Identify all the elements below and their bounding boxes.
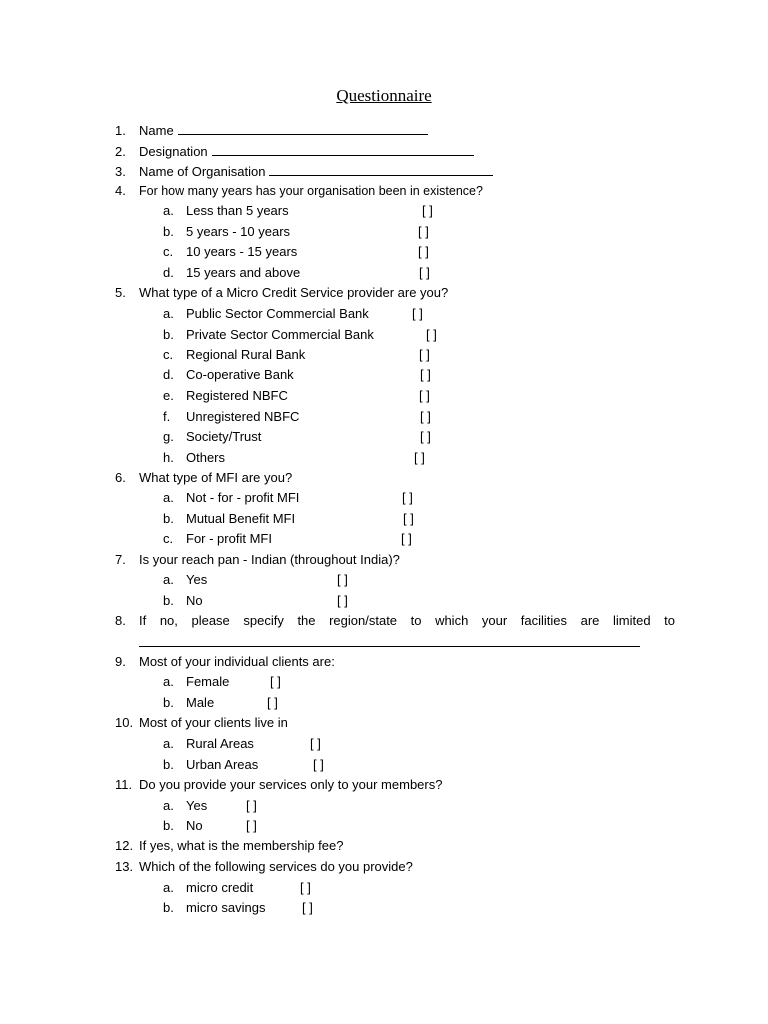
option-letter: b. [163,327,174,342]
option-text: Urban Areas [186,757,259,772]
question-number: 5. [115,285,126,300]
option-letter: a. [163,306,174,321]
option-text: Male [186,695,215,710]
checkbox[interactable]: [ ] [419,388,430,403]
checkbox[interactable]: [ ] [414,450,425,465]
checkbox[interactable]: [ ] [418,224,429,239]
option-letter: b. [163,593,174,608]
option-letter: c. [163,531,174,546]
checkbox[interactable]: [ ] [420,429,431,444]
checkbox[interactable]: [ ] [419,347,430,362]
question-text: For how many years has your organisation been in existence? [139,184,483,198]
option-letter: f. [163,409,171,424]
option-letter: e. [163,388,174,403]
option-text: Mutual Benefit MFI [186,511,296,526]
option-text: Female [186,674,230,689]
checkbox[interactable]: [ ] [246,818,257,833]
checkbox[interactable]: [ ] [302,900,313,915]
checkbox[interactable]: [ ] [426,327,437,342]
question-text: Name of Organisation [139,162,493,182]
designation-answer-line[interactable] [212,142,474,156]
option-text: micro credit [186,880,254,895]
checkbox[interactable]: [ ] [403,511,414,526]
option-text: Less than 5 years [186,203,289,218]
option-text: Private Sector Commercial Bank [186,327,374,342]
question-text: Which of the following services do you provide? [139,859,413,874]
option-letter: h. [163,450,174,465]
option-text: No [186,593,203,608]
option-letter: a. [163,572,174,587]
option-letter: b. [163,224,174,239]
option-text: Regional Rural Bank [186,347,306,362]
option-text: Others [186,450,226,465]
question-text: If no, please specify the region/state to which your facilities are limited to [139,613,675,628]
option-letter: b. [163,695,174,710]
option-text: Rural Areas [186,736,254,751]
checkbox[interactable]: [ ] [267,695,278,710]
question-number: 8. [115,613,126,628]
checkbox[interactable]: [ ] [313,757,324,772]
question-text: Designation [139,142,474,162]
question-number: 9. [115,654,126,669]
checkbox[interactable]: [ ] [418,244,429,259]
checkbox[interactable]: [ ] [337,593,348,608]
question-number: 10. [115,715,134,730]
option-text: 5 years - 10 years [186,224,291,239]
option-letter: a. [163,880,174,895]
question-number: 11. [115,777,133,792]
option-text: For - profit MFI [186,531,272,546]
option-text: Public Sector Commercial Bank [186,306,369,321]
checkbox[interactable]: [ ] [402,490,413,505]
option-letter: b. [163,818,174,833]
option-letter: b. [163,511,174,526]
question-number: 3. [115,164,126,179]
option-letter: a. [163,490,174,505]
option-letter: g. [163,429,174,444]
region-answer-line[interactable] [139,646,640,647]
question-text: Is your reach pan - Indian (throughout India)? [139,552,400,567]
question-number: 2. [115,144,126,159]
checkbox[interactable]: [ ] [246,798,257,813]
checkbox[interactable]: [ ] [420,409,431,424]
option-text: 10 years - 15 years [186,244,298,259]
question-number: 6. [115,470,126,485]
question-number: 1. [115,123,126,138]
page-title: Questionnaire [336,86,432,105]
option-text: Co-operative Bank [186,367,294,382]
checkbox[interactable]: [ ] [422,203,433,218]
option-text: Unregistered NBFC [186,409,300,424]
question-number: 13. [115,859,134,874]
option-letter: c. [163,347,174,362]
option-text: Registered NBFC [186,388,288,403]
option-letter: b. [163,900,174,915]
question-number: 7. [115,552,126,567]
option-letter: a. [163,736,174,751]
question-text: Most of your individual clients are: [139,654,335,669]
option-letter: c. [163,244,174,259]
option-letter: a. [163,203,174,218]
question-number: 4. [115,183,126,198]
checkbox[interactable]: [ ] [310,736,321,751]
checkbox[interactable]: [ ] [412,306,423,321]
option-letter: a. [163,674,174,689]
checkbox[interactable]: [ ] [420,367,431,382]
option-text: Yes [186,798,208,813]
option-letter: a. [163,798,174,813]
option-letter: d. [163,265,174,280]
option-text: Society/Trust [186,429,262,444]
option-letter: d. [163,367,174,382]
checkbox[interactable]: [ ] [337,572,348,587]
option-text: No [186,818,203,833]
question-number: 12. [115,838,134,853]
checkbox[interactable]: [ ] [401,531,412,546]
checkbox[interactable]: [ ] [270,674,281,689]
question-text: Most of your clients live in [139,715,288,730]
option-text: 15 years and above [186,265,301,280]
option-text: Not - for - profit MFI [186,490,300,505]
organisation-answer-line[interactable] [269,162,493,176]
checkbox[interactable]: [ ] [419,265,430,280]
name-answer-line[interactable] [178,121,428,135]
question-text: What type of MFI are you? [139,470,293,485]
question-text: What type of a Micro Credit Service provider are you? [139,285,449,300]
option-text: Yes [186,572,208,587]
question-text: If yes, what is the membership fee? [139,838,344,853]
question-text: Name [139,121,428,141]
option-text: micro savings [186,900,266,915]
checkbox[interactable]: [ ] [300,880,311,895]
question-text: Do you provide your services only to your members? [139,777,443,792]
option-letter: b. [163,757,174,772]
